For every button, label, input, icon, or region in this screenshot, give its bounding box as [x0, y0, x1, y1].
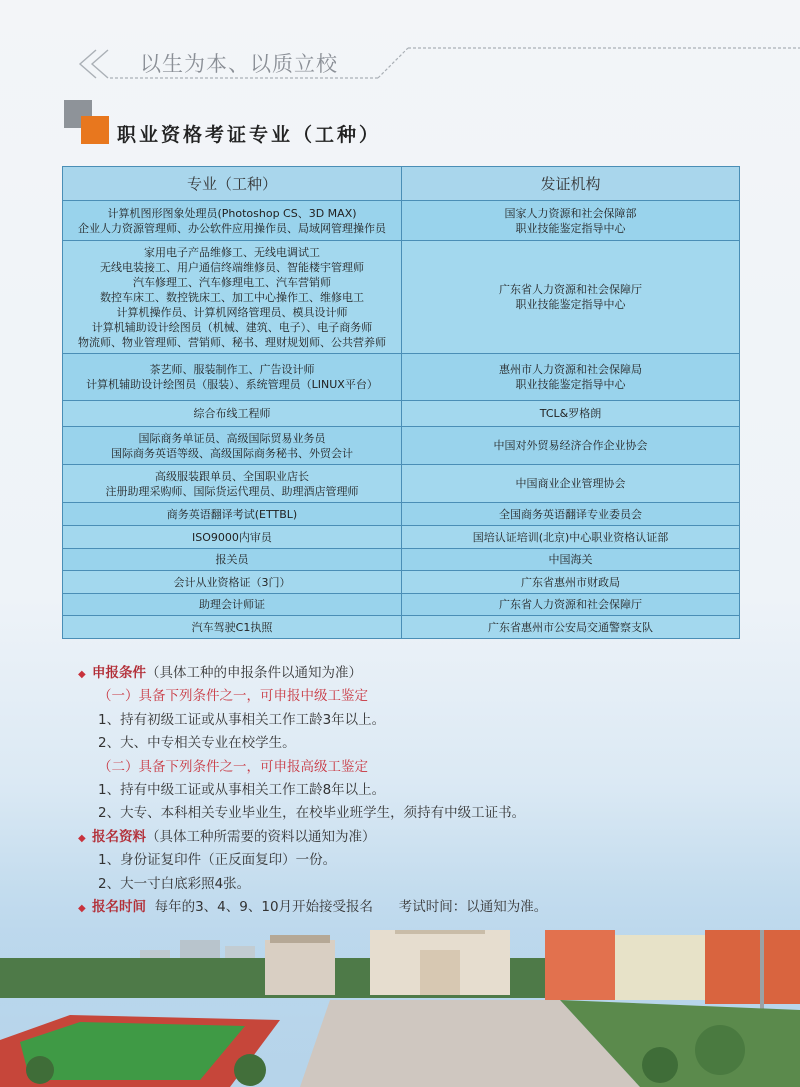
specialty-cell	[63, 465, 402, 503]
time-line	[78, 896, 778, 919]
specialty-cell	[63, 354, 402, 401]
apply-heading: 申报条件	[92, 665, 146, 681]
apply-note: （具体工种的申报条件以通知为准）	[146, 665, 362, 681]
specialty-line: 报关员	[215, 553, 249, 566]
specialty-cell	[63, 201, 402, 241]
time-heading: 报名时间	[92, 898, 146, 915]
materials-heading: 报名资料	[92, 828, 146, 845]
specialty-line: ISO9000内审员	[192, 530, 272, 544]
issuer-line: 国培认证培训(北京)中心职业资格认证部	[472, 530, 669, 544]
issuer-line: 全国商务英语翻译专业委员会	[499, 507, 642, 521]
issuer-cell	[402, 354, 740, 401]
list-item: 2、大专、本科相关专业毕业生，在校毕业班学生，须持有中级工证书。	[98, 805, 526, 822]
table-row	[63, 616, 740, 639]
apply-conditions-line	[78, 662, 778, 685]
specialty-cell	[63, 616, 402, 639]
issuer-cell	[402, 465, 740, 503]
specialty-line: 助理会计师证	[199, 598, 265, 611]
certification-table	[62, 166, 739, 639]
slogan-text: 以生为本、以质立校	[140, 52, 338, 76]
issuer-line: 中国商业企业管理协会	[515, 477, 626, 490]
table-row	[63, 354, 740, 401]
slogan-banner	[78, 40, 800, 90]
issuer-cell	[402, 616, 740, 639]
issuer-cell	[402, 401, 740, 427]
specialty-line: 会计从业资格证（3门）	[173, 575, 291, 589]
materials-line	[78, 826, 778, 849]
table-row	[63, 401, 740, 427]
issuer-line: 广东省惠州市公安局交通警察支队	[488, 620, 653, 634]
list-item: 1、持有中级工证或从事相关工作工龄8年以上。	[98, 781, 386, 798]
specialty-line: 综合布线工程师	[193, 407, 271, 420]
table-row	[63, 427, 740, 465]
specialty-line: 计算机辅助设计绘图员（服装）、系统管理员（LINUX平台）	[86, 378, 378, 391]
table-row	[63, 571, 740, 594]
specialty-line: 无线电装接工、用户通信终端维修员、智能楼宇管理师	[100, 260, 364, 274]
issuer-cell	[402, 526, 740, 549]
list-item: 2、大一寸白底彩照4张。	[98, 875, 251, 892]
issuer-line: 中国海关	[548, 553, 593, 566]
materials-note: （具体工种所需要的资料以通知为准）	[146, 828, 376, 845]
registration-time: 每年的3、4、9、10月开始接受报名	[154, 898, 374, 915]
section-header	[62, 100, 462, 150]
issuer-cell	[402, 549, 740, 571]
issuer-cell	[402, 571, 740, 594]
specialty-line: 汽车驾驶C1执照	[191, 620, 273, 634]
specialty-cell	[63, 503, 402, 526]
issuer-cell	[402, 503, 740, 526]
issuer-line: 国家人力资源和社会保障部	[504, 206, 637, 220]
specialty-line: 计算机图形图象处理员(Photoshop CS、3D MAX)	[107, 206, 357, 220]
issuer-line: 职业技能鉴定指导中心	[515, 378, 626, 391]
diamond-bullet-icon: ◆	[78, 832, 86, 844]
issuer-line: TCL&罗格朗	[539, 407, 602, 420]
high-level-heading: （二）具备下列条件之一，可申报高级工鉴定	[98, 758, 368, 775]
table-row	[63, 241, 740, 354]
specialty-line: 国际商务单证员、高级国际贸易业务员	[138, 431, 326, 445]
issuer-cell	[402, 241, 740, 354]
issuer-cell	[402, 201, 740, 241]
orange-square-icon	[81, 116, 109, 144]
issuer-cell	[402, 594, 740, 616]
specialty-line: 注册助理采购师、国际货运代理员、助理酒店管理师	[105, 484, 359, 498]
exam-time: 考试时间：以通知为准。	[398, 898, 548, 915]
specialty-cell	[63, 594, 402, 616]
table-row	[63, 465, 740, 503]
diamond-bullet-icon: ◆	[78, 669, 86, 680]
table-row	[63, 594, 740, 616]
specialty-line: 物流师、物业管理师、营销师、秘书、理财规划师、公共营养师	[78, 335, 386, 349]
section-title: 职业资格考证专业（工种）	[117, 124, 382, 146]
list-item: 1、身份证复印件（正反面复印）一份。	[98, 852, 337, 869]
issuer-line: 广东省人力资源和社会保障厅	[499, 283, 642, 296]
issuer-line: 广东省惠州市财政局	[521, 575, 620, 589]
table-row	[63, 503, 740, 526]
campus-photo	[0, 930, 800, 1087]
issuer-line: 惠州市人力资源和社会保障局	[499, 363, 642, 376]
specialty-line: 企业人力资源管理师、办公软件应用操作员、局域网管理操作员	[78, 221, 386, 235]
specialty-line: 商务英语翻译考试(ETTBL)	[166, 507, 298, 521]
specialty-line: 计算机操作员、计算机网络管理员、模具设计师	[116, 305, 348, 319]
specialty-line: 计算机辅助设计绘图员（机械、建筑、电子）、电子商务师	[91, 320, 373, 334]
issuer-line: 职业技能鉴定指导中心	[515, 298, 626, 311]
table-body	[63, 201, 740, 639]
table-row	[63, 549, 740, 571]
specialty-line: 数控车床工、数控铣床工、加工中心操作工、维修电工	[100, 290, 364, 304]
issuer-cell	[402, 427, 740, 465]
column-header-issuer: 发证机构	[402, 167, 740, 201]
specialty-line: 家用电子产品维修工、无线电调试工	[144, 245, 320, 259]
table-row	[63, 526, 740, 549]
specialty-line: 高级服装跟单员、全国职业店长	[155, 469, 309, 483]
specialty-line: 茶艺师、服装制作工、广告设计师	[149, 363, 315, 376]
issuer-line: 职业技能鉴定指导中心	[515, 221, 626, 235]
requirements-section	[78, 662, 778, 919]
specialty-cell	[63, 427, 402, 465]
specialty-cell	[63, 401, 402, 427]
specialty-line: 国际商务英语等级、高级国际商务秘书、外贸会计	[111, 446, 353, 460]
mid-level-heading: （一）具备下列条件之一，可申报中级工鉴定	[98, 688, 368, 705]
specialty-line: 汽车修理工、汽车修理电工、汽车营销师	[133, 275, 331, 289]
issuer-line: 广东省人力资源和社会保障厅	[499, 598, 642, 611]
specialty-cell	[63, 571, 402, 594]
specialty-cell	[63, 241, 402, 354]
list-item: 2、大、中专相关专业在校学生。	[98, 735, 296, 752]
issuer-line: 中国对外贸易经济合作企业协会	[493, 439, 648, 452]
specialty-cell	[63, 549, 402, 571]
column-header-specialty: 专业（工种）	[63, 167, 402, 201]
table-row	[63, 201, 740, 241]
specialty-cell	[63, 526, 402, 549]
list-item: 1、持有初级工证或从事相关工作工龄3年以上。	[98, 711, 386, 728]
diamond-bullet-icon: ◆	[78, 902, 86, 914]
